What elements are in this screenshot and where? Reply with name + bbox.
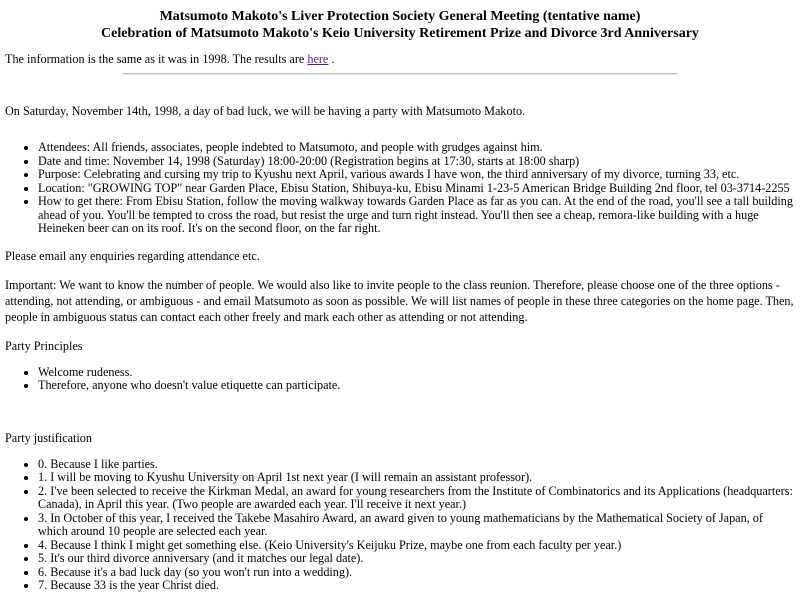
title-line-1: Matsumoto Makoto's Liver Protection Society General Meeting (tentative name)	[159, 9, 641, 24]
list-item: • 3. In October of this year, I received the Takebe Masahiro Award, an award given to young mathematicians by the Mathematical Society of Japan, of which around 10 people are selected each year.	[38, 512, 795, 539]
principles-heading: Party Principles	[5, 338, 83, 353]
title-line-2: Celebration of Matsumoto Makoto's Keio University Retirement Prize and Divorce 3rd Anniversary	[101, 26, 699, 41]
principles-list	[5, 366, 795, 393]
important-notice: Important: We want to know the number of people. We would also like to invite people to the class reunion. Therefore, please choose one of the three options - attending, not attending, or ambiguous - and email Matsumoto as soon as possible. We will list names of people in these three categories on the home page. Then, people in ambiguous status can contact each other freely and mark each other as attending or not attending.	[5, 277, 794, 324]
list-item: • Purpose: Celebrating and cursing my trip to Kyushu next April, various awards I have won, the third anniversary of my divorce, turning 33, etc.	[38, 168, 795, 182]
intro-text: The information is the same as it was in 1998. The results are	[5, 52, 308, 66]
list-item: • 7. Because 33 is the year Christ died.	[38, 579, 795, 593]
list-item: • Therefore, anyone who doesn't value etiquette can participate.	[38, 379, 795, 393]
event-details-list	[5, 141, 795, 236]
list-item: • Date and time: November 14, 1998 (Saturday) 18:00-20:00 (Registration begins at 17:30, starts at 18:00 sharp)	[38, 155, 795, 169]
list-item: • Attendees: All friends, associates, people indebted to Matsumoto, and people with grudges against him.	[38, 141, 795, 155]
list-item: • 6. Because it's a bad luck day (so you won't run into a wedding).	[38, 566, 795, 580]
list-item: • How to get there: From Ebisu Station, follow the moving walkway towards Garden Place as far as you can. At the end of the road, you'll see a tall building ahead of you. You'll be tempted to cross the road, but resist the urge and turn right instead. You'll then see a cheap, remora-like building with a huge Heineken beer can on its roof. It's on the second floor, on the far right.	[38, 195, 795, 236]
email-note: Please email any enquiries regarding attendance etc.	[5, 248, 260, 263]
list-item: • 1. I will be moving to Kyushu University on April 1st next year (I will remain an assistant professor).	[38, 471, 795, 485]
justification-list	[5, 458, 795, 593]
divider	[123, 73, 677, 75]
announcement: On Saturday, November 14th, 1998, a day of bad luck, we will be having a party with Matsumoto Makoto.	[5, 104, 526, 118]
intro-paragraph	[5, 52, 795, 67]
list-item: • 0. Because I like parties.	[38, 458, 795, 472]
page-title	[5, 8, 795, 42]
justification-heading: Party justification	[5, 430, 92, 445]
list-item: • Location: "GROWING TOP" near Garden Place, Ebisu Station, Shibuya-ku, Ebisu Minami 1-23-5 American Bridge Building 2nd floor, tel 03-3714-2255	[38, 182, 795, 196]
list-item: • 4. Because I think I might get something else. (Keio University's Keijuku Prize, maybe one from each faculty per year.)	[38, 539, 795, 553]
list-item: • 2. I've been selected to receive the Kirkman Medal, an award for young researchers from the Institute of Combinatorics and its Applications (headquarters: Canada), in April this year. (Two people are awarded each year. I'll receive it next year.)	[38, 485, 795, 512]
intro-text-end: .	[328, 52, 335, 66]
list-item: • Welcome rudeness.	[38, 366, 795, 380]
page-content	[0, 8, 800, 593]
results-link[interactable]: here	[307, 52, 329, 66]
list-item: • 5. It's our third divorce anniversary (and it matches our legal date).	[38, 552, 795, 566]
